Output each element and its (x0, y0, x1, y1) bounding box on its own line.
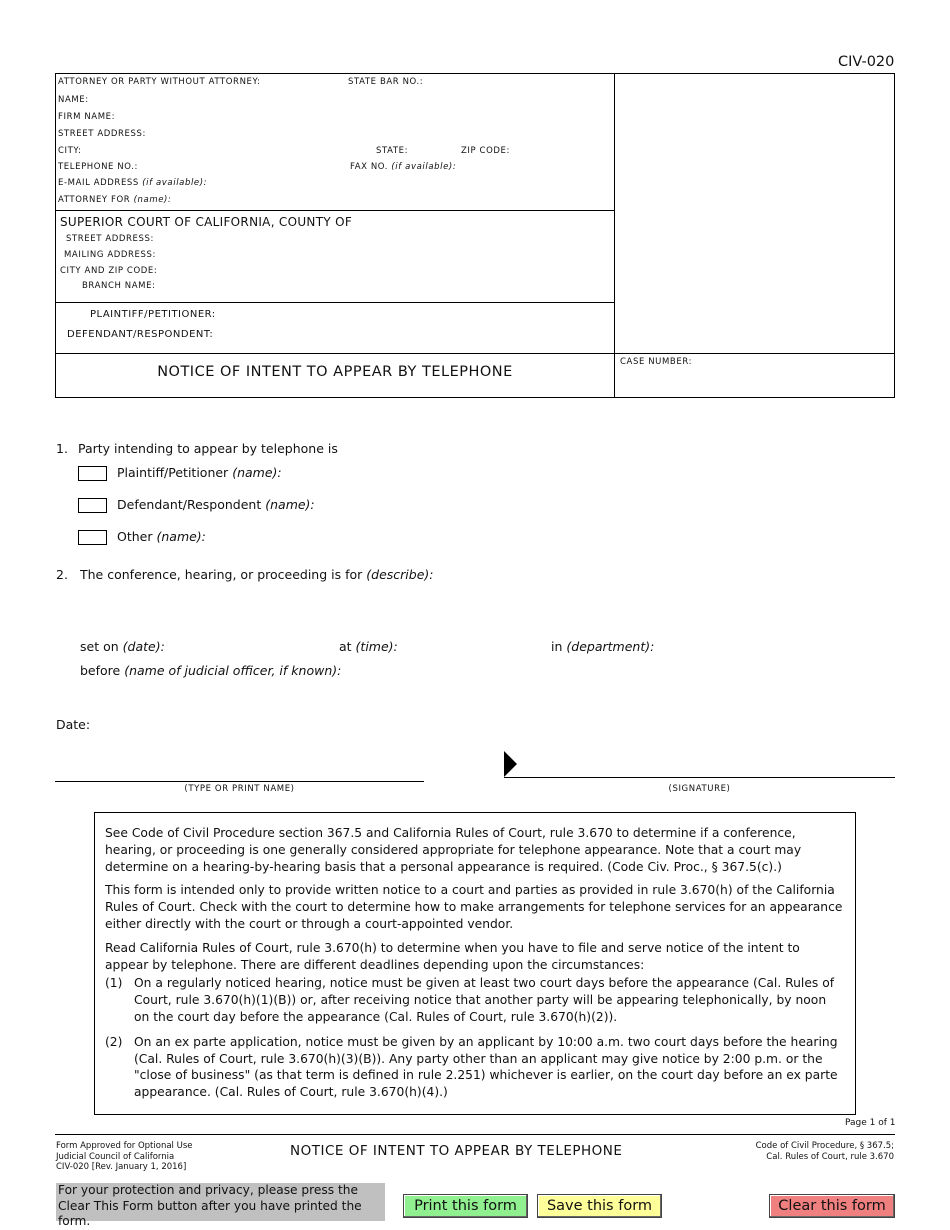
page-number: Page 1 of 1 (845, 1118, 896, 1128)
print-form-button[interactable]: Print this form (403, 1194, 528, 1218)
court-city-label: CITY AND ZIP CODE: (60, 266, 158, 276)
state-bar-label: STATE BAR NO.: (348, 77, 424, 87)
save-form-button[interactable]: Save this form (537, 1194, 662, 1218)
title-divider (55, 353, 895, 354)
email-label: E-MAIL ADDRESS (if available): (58, 178, 208, 188)
department-field-label: in (department): (551, 639, 655, 654)
item1-text: Party intending to appear by telephone is (78, 441, 338, 456)
signature-line (504, 777, 895, 778)
date-label: Date: (56, 717, 91, 732)
notice-box (94, 812, 856, 1115)
caption-divider (614, 73, 615, 398)
zip-label: ZIP CODE: (461, 146, 510, 156)
defendant-label: DEFENDANT/RESPONDENT: (67, 329, 214, 340)
form-id: CIV-020 (838, 54, 895, 70)
telephone-label: TELEPHONE NO.: (58, 162, 138, 172)
footer-left: Form Approved for Optional Use Judicial Council of California CIV-020 [Rev. January 1, 2016] (56, 1141, 193, 1172)
footer-right: Code of Civil Procedure, § 367.5; Cal. Rules of Court, rule 3.670 (755, 1141, 894, 1162)
street-address-label: STREET ADDRESS: (58, 129, 146, 139)
plaintiff-option-label: Plaintiff/Petitioner (name): (117, 465, 282, 480)
notice-item-2: (2) On an ex parte application, notice must be given by an applicant by 10:00 a.m. two court days before the hearing (Cal. Rules of Court, rule 3.670(h)(3)(B)). Any party other than an applicant may give notice by 2:00 p.m. or the "close of business" (as that term is defined in rule 2.251) whichever is earlier, on the court day before an ex parte appearance. (Cal. Rules of Court, rule 3.670(h)(4).) (105, 1034, 838, 1100)
date-field-label: set on (date): (80, 639, 165, 654)
signature-caption: (SIGNATURE) (668, 784, 731, 794)
court-street-label: STREET ADDRESS: (66, 234, 154, 244)
state-label: STATE: (376, 146, 409, 156)
court-divider (55, 302, 615, 303)
attorney-label: ATTORNEY OR PARTY WITHOUT ATTORNEY: (58, 77, 261, 87)
plaintiff-checkbox[interactable] (78, 466, 107, 481)
city-label: CITY: (58, 146, 82, 156)
attorney-for-label: ATTORNEY FOR (name): (58, 195, 172, 205)
defendant-checkbox[interactable] (78, 498, 107, 513)
defendant-option-label: Defendant/Respondent (name): (117, 497, 315, 512)
item1-number: 1. (56, 441, 68, 456)
footer-rule (55, 1134, 895, 1135)
other-option-label: Other (name): (117, 529, 206, 544)
court-branch-label: BRANCH NAME: (82, 281, 156, 291)
form-title: NOTICE OF INTENT TO APPEAR BY TELEPHONE (157, 364, 513, 380)
item2-number: 2. (56, 567, 68, 582)
plaintiff-label: PLAINTIFF/PETITIONER: (90, 309, 216, 320)
firm-name-label: FIRM NAME: (58, 112, 116, 122)
other-checkbox[interactable] (78, 530, 107, 545)
court-title: SUPERIOR COURT OF CALIFORNIA, COUNTY OF (60, 215, 353, 229)
court-mailing-label: MAILING ADDRESS: (64, 250, 156, 260)
privacy-note: For your protection and privacy, please press the Clear This Form button after you have printed the form. (56, 1183, 385, 1221)
case-number-label: CASE NUMBER: (620, 357, 693, 367)
print-name-line (55, 781, 424, 782)
signature-arrow-icon (504, 751, 518, 777)
name-label: NAME: (58, 95, 89, 105)
notice-paragraph-3: Read California Rules of Court, rule 3.670(h) to determine when you have to file and serve notice of the intent to appear by telephone. There are different deadlines depending upon the circumstances: (105, 940, 800, 972)
caption-box (55, 73, 895, 398)
attorney-divider (55, 210, 615, 211)
notice-paragraph-1: See Code of Civil Procedure section 367.5 and California Rules of Court, rule 3.670 to determine if a conference, hearing, or proceeding is one generally considered appropriate for telephone appearance. Note that a court may determine on a hearing-by-hearing basis that a personal appearance is required. (Code Civ. Proc., § 367.5(c).) (105, 826, 802, 874)
notice-paragraph-2: This form is intended only to provide written notice to a court and parties as provided in rule 3.670(h) of the California Rules of Court. Check with the court to determine how to make arrangements for telephone services for an appearance either directly with the court or through a court-appointed vendor. (105, 883, 843, 931)
notice-item-1: (1) On a regularly noticed hearing, notice must be given at least two court days before the appearance (Cal. Rules of Court, rule 3.670(h)(1)(B)) or, after receiving notice that another party will be appearing telephonically, by noon on the court day before the appearance (Cal. Rules of Court, rule 3.670(h)(2)). (105, 976, 835, 1024)
footer-title: NOTICE OF INTENT TO APPEAR BY TELEPHONE (290, 1143, 623, 1159)
time-field-label: at (time): (339, 639, 398, 654)
clear-form-button[interactable]: Clear this form (769, 1194, 895, 1218)
item2-text: The conference, hearing, or proceeding is for (describe): (80, 567, 434, 582)
judicial-officer-label: before (name of judicial officer, if known): (80, 663, 342, 678)
fax-label: FAX NO. (if available): (350, 162, 457, 172)
print-name-caption: (TYPE OR PRINT NAME) (184, 784, 295, 794)
